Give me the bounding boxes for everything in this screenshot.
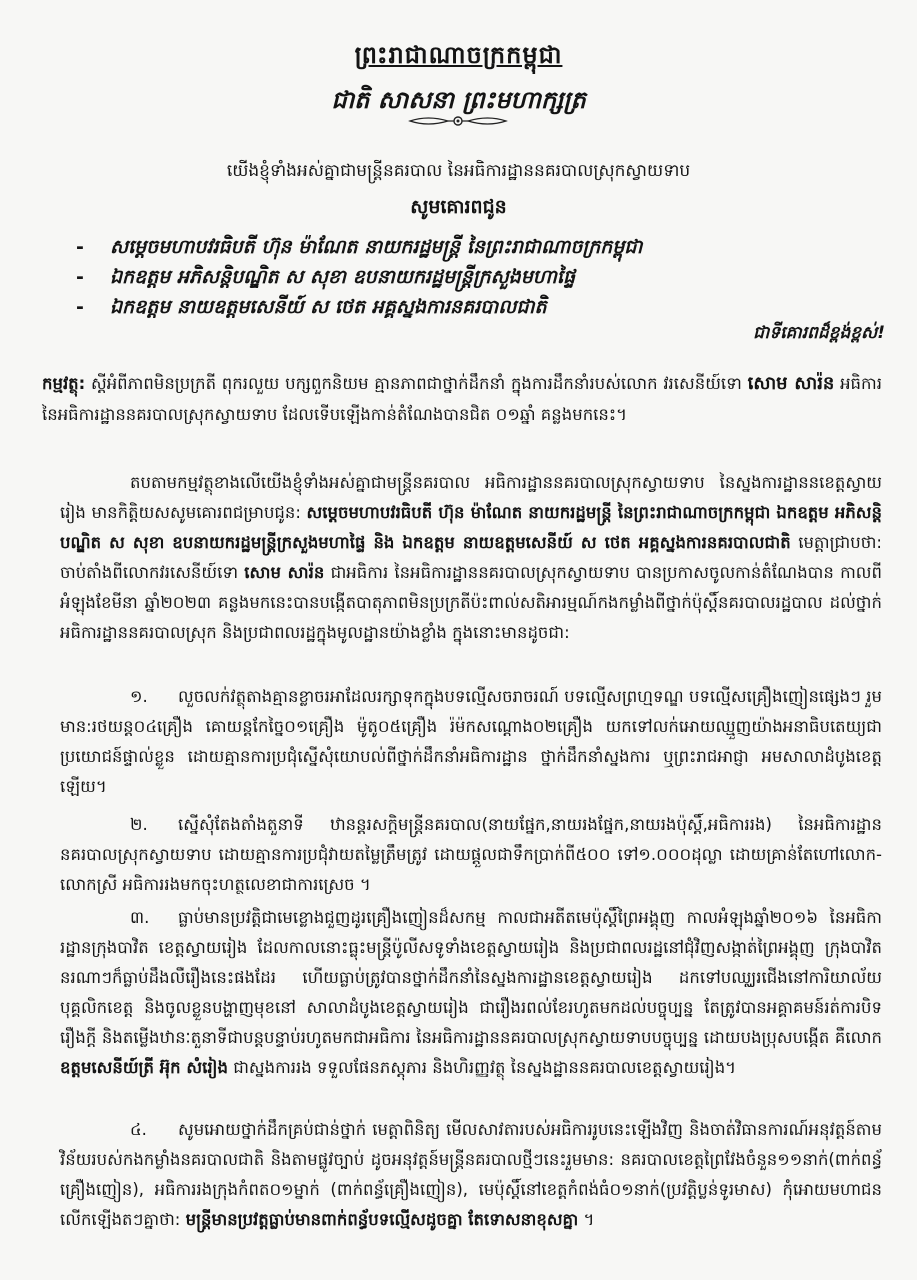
point-bold-name: ឧត្តមសេនីយ៍ត្រី អ៊ុក សំរៀង	[60, 1058, 228, 1077]
sender-line: យើងខ្ញុំទាំងអស់គ្នាជាមន្ត្រីនគរបាល នៃអធិការដ្ឋាននគរបាលស្រុកស្វាយទាប	[226, 161, 691, 181]
point-text: ធ្លាប់មានប្រវត្តិជាមេខ្លោងជួញដូរគ្រឿងញៀនដ៏សកម្ម កាលជាអតីតមេប៉ុស្តិ៍ព្រៃអង្គុញ កាលអំឡុងឆ្នាំ២០១៦ នៃអធិការដ្ឋានក្រុងបាវិត ខេត្តស្វាយរៀង ដែលកាលនោះធ្លុះមន្ត្រីប៉ូលីសទូទាំងខេត្តស្វាយរៀង និងប្រជាពលរដ្ឋនៅជុំវិញសង្កាត់ព្រៃអង្គុញ ក្រុងបាវិត នរណាៗក៏ធ្លាប់ដឹងលឺរឿងនេះផងដែរ ហើយធ្លាប់ត្រូវបានថ្នាក់ដឹកនាំនៃស្នងការដ្ឋានខេត្តស្វាយរៀង ដកទៅបឈ្ឈរជើងនៅការិយាល័យបុគ្គលិកខេត្ត និងចូលខ្លួនបង្ហាញមុខនៅ សាលាដំបូងខេត្តស្វាយរៀង ជារឿងរពល់ខែរហូតមកដល់បច្ចុប្បន្ន តែត្រូវបានអគ្គាគមន៍រត់ការបិទរឿងក្តី និងតម្លើងឋានៈតួនាទីជាបន្តបន្ទាប់រហូតមកជាអធិការ នៃអធិការដ្ឋាននគរបាលស្រុកស្វាយទាបបច្ចុប្បន្ន ដោយបងប្រុសបង្កើត គឺលោក	[60, 908, 882, 1047]
respect-heading: សូមគោរពជូន	[410, 196, 507, 218]
kingdom-title: ព្រះរាជាណាចក្រកម្ពុជា	[354, 41, 563, 69]
intro-recipients-bold: សម្តេចមហាបវរធិបតី ហ៊ុន ម៉ាណែត នាយករដ្ឋមន្ត្រី នៃព្រះរាជាណាចក្រកម្ពុជា ឯកឧត្តម អភិសន្តិបណ្ឌិត ស សុខា ឧបនាយករដ្ឋមន្ត្រីក្រសួងមហាផ្ទៃ និង ឯកឧត្តម នាយឧត្តមសេនីយ៍ ស ថេត អគ្គស្នងការនគរបាលជាតិ	[60, 503, 882, 552]
salutation: ជាទីគោរពដ៏ខ្ពង់ខ្ពស់!	[753, 323, 885, 343]
point-text-continued: ជាស្នងការរង ទទួលផែនភស្តុភារ និងហិរញ្ញវត្ថុ នៃស្នងដ្ឋាននគរបាលខេត្តស្វាយរៀង។	[233, 1058, 737, 1077]
intro-text: តបតាមកម្មវត្ថុខាងលើយើងខ្ញុំទាំងអស់គ្នាជាមន្ត្រីនគរបាល អធិការដ្ឋាននគរបាលស្រុកស្វាយទាប នៃស្នងការដ្ឋាននខេត្តស្វាយរៀង មានកិត្តិយសសូមគោរពជម្រាបជូន:	[60, 473, 882, 522]
intro-text-3: ជាអធិការ នៃអធិការដ្ឋាននគរបាលស្រុកស្វាយទាប បានប្រកាសចូលកាន់តំណែងបាន កាលពីអំឡុងខែមីនា ឆ្នាំ២០២៣ គន្លងមកនេះបានបង្កើតបាតុភាពមិនប្រក្រតីប៉ះពាល់សតិអារម្មណ៍កងកម្លាំងពីថ្នាក់ប៉ុស្តិ៍នគរបាលរដ្ឋបាល ដល់ថ្នាក់អធិការដ្ឋាននគរបាលស្រុក និងប្រជាពលរដ្ឋក្នុងមូលដ្ឋានយ៉ាងខ្លាំង ក្នុងនោះមានដូចជា:	[60, 563, 882, 642]
point-3	[60, 903, 882, 1083]
point-2	[60, 810, 882, 900]
recipient-item: - ឯកឧត្តម អភិសន្តិបណ្ឌិត ស សុខា ឧបនាយករដ្ឋមន្ត្រីក្រសួងមហាផ្ទៃ	[76, 266, 575, 288]
point-text-continued: ។	[583, 1210, 595, 1229]
intro-paragraph	[60, 468, 882, 648]
recipient-name: សម្តេចមហាបវរធិបតី ហ៊ុន ម៉ាណែត នាយករដ្ឋមន្ត្រី នៃព្រះរាជាណាចក្រកម្ពុជា	[110, 236, 643, 258]
recipient-name: ឯកឧត្តម អភិសន្តិបណ្ឌិត ស សុខា ឧបនាយករដ្ឋមន្ត្រីក្រសួងមហាផ្ទៃ	[110, 266, 575, 288]
point-1	[60, 682, 882, 802]
recipient-list	[76, 232, 876, 322]
subject-text: ស្តីអំពីភាពមិនប្រក្រតី ពុករលួយ បក្សពួកនិយម គ្មានភាពជាថ្នាក់ដឹកនាំ ក្នុងការដឹកនាំរបស់លោក វរសេនីយ៍ទោ	[91, 374, 742, 393]
point-number: ១.	[130, 687, 148, 706]
point-number: ២.	[130, 815, 148, 834]
point-text: លួចលក់វត្ថុតាងគ្មានខ្លាចរអាដែលរក្សាទុកក្នុងបទល្មើសចរាចរណ៍ បទល្មើសព្រហ្មទណ្ឌ បទល្មើសគ្រឿងញៀនផ្សេងៗ រួមមាន:រថយន្ត០៤គ្រឿង គោយន្តកែច្នៃ០១គ្រឿង ម៉ូតូ០៥គ្រឿង រ៉ម៉កសណ្តោង០២គ្រឿង យកទៅលក់អោយឈ្មួញយ៉ាងអនាធិបតេយ្យជាប្រយោជន៍ផ្ទាល់ខ្លួន ដោយគ្មានការប្រជុំស្នើសុំយោបល់ពីថ្នាក់ដឹកនាំអធិការដ្ឋាន ថ្នាក់ដឹកនាំស្នងការ ឬព្រះរាជអាជ្ញា អមសាលាដំបូងខេត្តឡើយ។	[60, 687, 882, 796]
subject-text-continued: អធិការ នៃអធិការដ្ឋាននគរបាលស្រុកស្វាយទាប ដែលទើបឡើងកាន់តំណែងបានជិត ០១ឆ្នាំ គន្លងមកនេះ។	[42, 374, 882, 424]
subject-label: កម្មវត្ថុ:	[42, 374, 86, 393]
point-bold-statement: មន្ត្រីមានប្រវត្តធ្លាប់មានពាក់ពន្ធ័បទល្មើសដូចគ្នា តែទោសនាខុសគ្នា	[185, 1210, 579, 1229]
intro-text-2: មេត្តាជ្រាបថា: ចាប់តាំងពីលោកវរសេនីយ៍ទោ	[60, 533, 882, 582]
recipient-name: ឯកឧត្តម នាយឧត្តមសេនីយ៍ ស ថេត អគ្គស្នងការនគរបាលជាតិ	[110, 296, 547, 318]
national-motto: ជាតិ សាសនា ព្រះមហាក្សត្រ	[331, 86, 586, 114]
point-4	[60, 1115, 882, 1235]
intro-person-name: សោម សារ៉ន	[244, 563, 325, 582]
point-text: ស្នើសុំតែងតាំងតួនាទី ឋានន្តរសក្តិមន្ត្រីនគរបាល(នាយផ្នែក,នាយរងផ្នែក,នាយរងប៉ុស្តិ៍,អធិការរង) នៃអធិការដ្ឋាននគរបាលស្រុកស្វាយទាប ដោយគ្មានការប្រជុំវាយតម្លៃត្រឹមត្រូវ ដោយផ្តួលជាទឹកប្រាក់ពី៥០០ ទៅ១.០០០ដុល្លា ដោយគ្រាន់តែហៅលោក-លោកស្រី អធិការរងមកចុះហត្ថលេខាជាការស្រេច ។	[60, 815, 882, 894]
recipient-item: - ឯកឧត្តម នាយឧត្តមសេនីយ៍ ស ថេត អគ្គស្នងការនគរបាលជាតិ	[76, 296, 547, 318]
subject-paragraph	[42, 368, 882, 430]
point-number: ៣.	[130, 908, 150, 927]
ornament-divider-icon	[408, 113, 508, 129]
subject-person-name: សោម សារ៉ន	[747, 373, 835, 394]
recipient-item: - សម្តេចមហាបវរធិបតី ហ៊ុន ម៉ាណែត នាយករដ្ឋមន្ត្រី នៃព្រះរាជាណាចក្រកម្ពុជា	[76, 236, 643, 258]
point-number: ៤.	[130, 1120, 147, 1139]
point-text: សូមអោយថ្នាក់ដឹកគ្រប់ជាន់ថ្នាក់ មេត្តាពិនិត្យ មើលសាវតារបស់អធិការរូបនេះឡើងវិញ និងចាត់វិធានការណ៍អនុវត្តន៍តាមវិន័យរបស់កងកម្លាំងនគរបាលជាតិ និងតាមផ្លូវច្បាប់ ដូចអនុវត្តន៍មន្ត្រីនគរបាលថ្មីៗនេះរួមមាន: នគរបាលខេត្តព្រៃវែងចំនួន១១នាក់(ពាក់ពន្ធ័គ្រឿងញៀន), អធិការរងក្រុងកំពត០១ម្នាក់ (ពាក់ពន្ធ័គ្រឿងញៀន), មេប៉ុស្តិ៍នៅខេត្តកំពង់ធំ០១នាក់(ប្រវត្តិប្លន់ទូរមាស) កុំអោយមហាជនលើកឡើងតៗគ្នាថា:	[60, 1120, 882, 1229]
